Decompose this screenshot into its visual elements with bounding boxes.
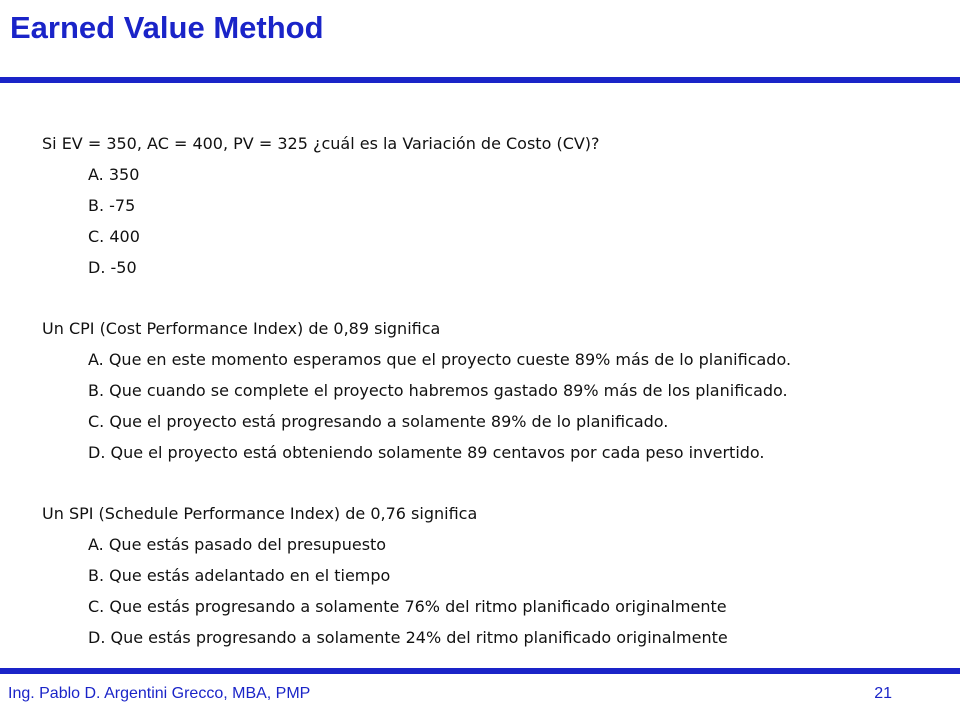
footer-author: Ing. Pablo D. Argentini Grecco, MBA, PMP [8,685,311,702]
answer-option: C. 400 [88,227,140,246]
answer-option: C. Que estás progresando a solamente 76% del ritmo planificado originalmente [88,597,727,616]
question-text: Un SPI (Schedule Performance Index) de 0,76 significa [42,504,478,523]
answer-option: D. Que estás progresando a solamente 24% del ritmo planificado originalmente [88,628,728,647]
answer-option: D. -50 [88,258,137,277]
answer-option: A. Que estás pasado del presupuesto [88,535,387,554]
slide-content [42,128,942,683]
answer-option: D. Que el proyecto está obteniendo solamente 89 centavos por cada peso invertido. [88,443,765,462]
answer-option: A. 350 [88,165,140,184]
answer-option: C. Que el proyecto está progresando a solamente 89% de lo planificado. [88,412,669,431]
answer-option: B. Que estás adelantado en el tiempo [88,566,391,585]
page-number: 21 [874,685,892,702]
answer-option: A. Que en este momento esperamos que el proyecto cueste 89% más de lo planificado. [88,350,792,369]
answer-option: B. Que cuando se complete el proyecto habremos gastado 89% más de los planificado. [88,381,788,400]
slide-title: Earned Value Method [10,10,324,45]
footer-divider [0,668,960,674]
answer-option: B. -75 [88,196,136,215]
question-3 [42,498,942,653]
question-text: Un CPI (Cost Performance Index) de 0,89 significa [42,319,441,338]
question-text: Si EV = 350, AC = 400, PV = 325 ¿cuál es la Variación de Costo (CV)? [42,134,600,153]
question-2 [42,313,942,468]
title-divider [0,77,960,83]
question-1 [42,128,942,283]
